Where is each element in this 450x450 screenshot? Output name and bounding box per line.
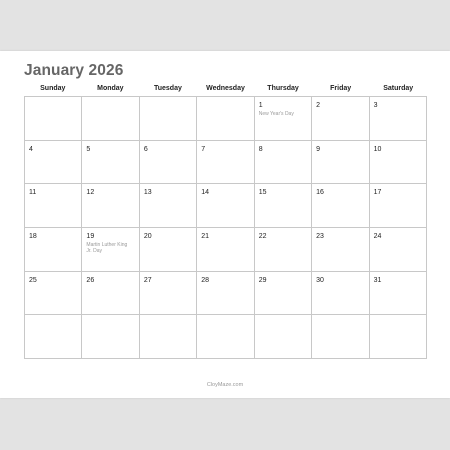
day-cell <box>140 184 197 228</box>
weekday-header: Sunday <box>40 85 66 92</box>
day-number: 29 <box>258 276 267 284</box>
day-cell <box>370 315 427 359</box>
day-cell <box>140 272 197 316</box>
day-number: 30 <box>316 276 324 284</box>
holiday-label: New Year's Day <box>258 111 294 117</box>
day-cell <box>82 228 139 272</box>
calendar-page <box>0 51 450 398</box>
day-cell <box>140 228 197 272</box>
day-number: 1 <box>258 102 263 109</box>
day-number: 28 <box>201 276 210 284</box>
day-cell <box>25 272 82 316</box>
day-cell <box>255 184 312 228</box>
day-cell <box>140 141 197 185</box>
day-cell <box>370 272 427 316</box>
day-cell <box>255 141 312 185</box>
day-number: 8 <box>258 145 263 153</box>
day-cell <box>255 315 312 359</box>
day-cell <box>197 141 254 185</box>
day-number: 22 <box>258 233 267 240</box>
day-number: 13 <box>143 189 152 197</box>
day-number: 11 <box>29 189 37 197</box>
weekday-header: Tuesday <box>153 85 182 92</box>
footer-credit: CloyMaze.com <box>206 382 244 388</box>
day-cell <box>82 141 139 185</box>
day-cell <box>255 228 312 272</box>
day-number: 15 <box>258 189 267 197</box>
day-cell <box>25 97 82 141</box>
day-cell <box>197 315 254 359</box>
day-cell <box>312 141 369 185</box>
calendar-grid <box>24 96 427 359</box>
day-number: 5 <box>86 145 91 153</box>
day-cell <box>312 97 369 141</box>
weekday-header-row <box>24 82 427 96</box>
day-cell <box>25 228 82 272</box>
day-cell <box>255 272 312 316</box>
day-cell <box>82 184 139 228</box>
holiday-label: Martin Luther King Jr. Day <box>86 242 128 254</box>
calendar-title: January 2026 <box>24 62 124 79</box>
day-number: 17 <box>373 189 382 197</box>
day-number: 9 <box>316 145 321 153</box>
day-number: 23 <box>316 233 324 240</box>
day-cell <box>140 315 197 359</box>
day-number: 21 <box>201 233 210 240</box>
weekday-header: Thursday <box>267 85 299 92</box>
day-cell <box>370 141 427 185</box>
day-number: 6 <box>143 145 148 153</box>
day-cell <box>312 315 369 359</box>
day-number: 18 <box>29 233 37 240</box>
day-cell <box>25 141 82 185</box>
day-number: 7 <box>201 145 206 153</box>
day-number: 10 <box>373 145 382 153</box>
day-cell <box>370 228 427 272</box>
day-number: 14 <box>201 189 210 197</box>
day-cell <box>255 97 312 141</box>
day-number: 20 <box>143 233 152 240</box>
day-cell <box>82 97 139 141</box>
day-number: 26 <box>86 276 95 284</box>
day-number: 19 <box>86 233 95 240</box>
day-cell <box>370 184 427 228</box>
day-number: 25 <box>29 276 37 284</box>
day-number: 24 <box>373 233 382 240</box>
day-number: 4 <box>29 145 33 153</box>
day-cell <box>197 228 254 272</box>
day-cell <box>140 97 197 141</box>
day-cell <box>370 97 427 141</box>
weekday-header: Friday <box>330 85 352 92</box>
day-number: 16 <box>316 189 324 197</box>
weekday-header: Saturday <box>383 85 414 92</box>
day-cell <box>312 184 369 228</box>
day-cell <box>197 272 254 316</box>
day-cell <box>197 184 254 228</box>
day-cell <box>82 315 139 359</box>
weekday-header: Monday <box>97 85 124 92</box>
weekday-header: Wednesday <box>206 85 245 92</box>
day-number: 12 <box>86 189 95 197</box>
day-number: 27 <box>143 276 152 284</box>
day-cell <box>25 184 82 228</box>
day-number: 2 <box>316 102 321 109</box>
day-cell <box>25 315 82 359</box>
day-number: 3 <box>373 102 378 109</box>
day-number: 31 <box>373 276 382 284</box>
day-cell <box>312 228 369 272</box>
day-cell <box>82 272 139 316</box>
day-cell <box>312 272 369 316</box>
day-cell <box>197 97 254 141</box>
